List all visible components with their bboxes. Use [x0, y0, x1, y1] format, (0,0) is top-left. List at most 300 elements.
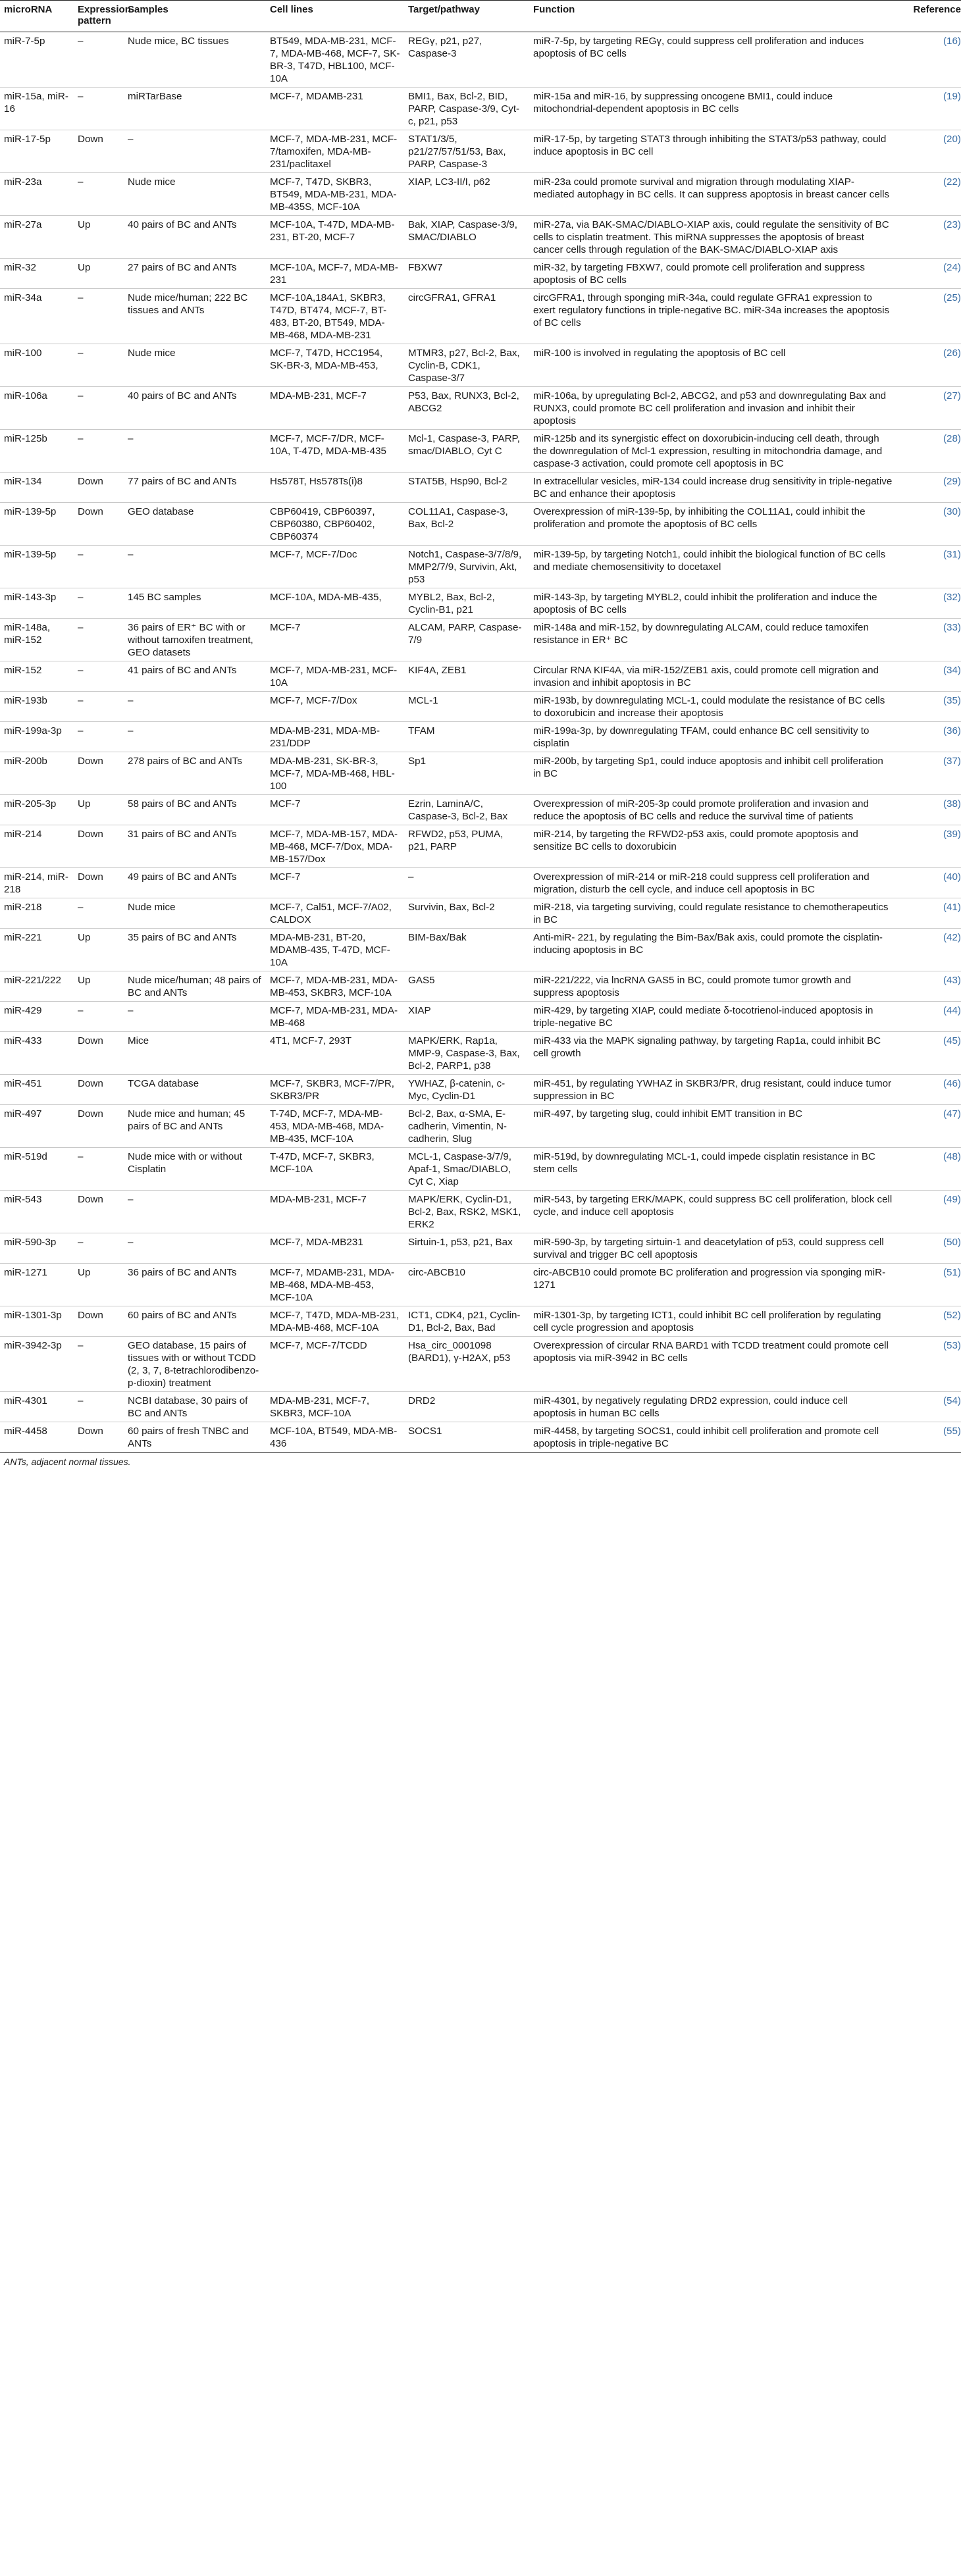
cell-samples: 31 pairs of BC and ANTs	[124, 825, 266, 868]
cell-samples: Nude mice	[124, 898, 266, 929]
cell-expression: –	[74, 588, 124, 619]
cell-samples: 77 pairs of BC and ANTs	[124, 473, 266, 503]
cell-expression: –	[74, 619, 124, 661]
cell-mirna: miR-519d	[0, 1148, 74, 1191]
cell-samples: 40 pairs of BC and ANTs	[124, 216, 266, 259]
cell-reference[interactable]: (53)	[896, 1337, 961, 1392]
cell-reference[interactable]: (51)	[896, 1264, 961, 1306]
header-function: Function	[529, 1, 896, 32]
cell-mirna: miR-139-5p	[0, 546, 74, 588]
cell-target: ICT1, CDK4, p21, Cyclin-D1, Bcl-2, Bax, Bad	[404, 1306, 529, 1337]
cell-target: YWHAZ, β-catenin, c-Myc, Cyclin-D1	[404, 1075, 529, 1105]
cell-expression: Up	[74, 259, 124, 289]
cell-reference[interactable]: (37)	[896, 752, 961, 795]
cell-reference[interactable]: (20)	[896, 130, 961, 173]
cell-target: FBXW7	[404, 259, 529, 289]
cell-cell-lines: CBP60419, CBP60397, CBP60380, CBP60402, CBP60374	[266, 503, 404, 546]
cell-expression: Up	[74, 971, 124, 1002]
cell-reference[interactable]: (46)	[896, 1075, 961, 1105]
cell-target: KIF4A, ZEB1	[404, 661, 529, 692]
table-row	[0, 971, 961, 1002]
cell-cell-lines: MCF-7, T47D, SKBR3, BT549, MDA-MB-231, MDA-MB-435S, MCF-10A	[266, 173, 404, 216]
cell-expression: –	[74, 344, 124, 387]
cell-reference[interactable]: (45)	[896, 1032, 961, 1075]
cell-mirna: miR-23a	[0, 173, 74, 216]
cell-target: STAT1/3/5, p21/27/57/51/53, Bax, PARP, Caspase-3	[404, 130, 529, 173]
cell-reference[interactable]: (48)	[896, 1148, 961, 1191]
cell-mirna: miR-139-5p	[0, 503, 74, 546]
cell-expression: –	[74, 430, 124, 473]
cell-expression: –	[74, 88, 124, 130]
cell-cell-lines: MCF-7, MDA-MB-157, MDA-MB-468, MCF-7/Dox, MDA-MB-157/Dox	[266, 825, 404, 868]
cell-mirna: miR-4301	[0, 1392, 74, 1422]
cell-samples: 36 pairs of ER⁺ BC with or without tamoxifen treatment, GEO datasets	[124, 619, 266, 661]
cell-target: Sp1	[404, 752, 529, 795]
table-row	[0, 546, 961, 588]
cell-samples: 35 pairs of BC and ANTs	[124, 929, 266, 971]
cell-mirna: miR-125b	[0, 430, 74, 473]
cell-reference[interactable]: (33)	[896, 619, 961, 661]
cell-reference[interactable]: (22)	[896, 173, 961, 216]
cell-mirna: miR-1301-3p	[0, 1306, 74, 1337]
table-row	[0, 1191, 961, 1233]
table-row	[0, 32, 961, 88]
cell-cell-lines: MCF-7, T47D, HCC1954, SK-BR-3, MDA-MB-453,	[266, 344, 404, 387]
header-mirna: microRNA	[0, 1, 74, 32]
cell-expression: Down	[74, 130, 124, 173]
cell-target: MYBL2, Bax, Bcl-2, Cyclin-B1, p21	[404, 588, 529, 619]
cell-function: miR-139-5p, by targeting Notch1, could inhibit the biological function of BC cells and mediate chemosensitivity to docetaxel	[529, 546, 896, 588]
cell-function: circ-ABCB10 could promote BC proliferation and progression via sponging miR-1271	[529, 1264, 896, 1306]
cell-function: miR-143-3p, by targeting MYBL2, could inhibit the proliferation and induce the apoptosis of BC cells	[529, 588, 896, 619]
cell-expression: –	[74, 1337, 124, 1392]
cell-expression: Down	[74, 825, 124, 868]
cell-samples: Nude mice/human; 48 pairs of BC and ANTs	[124, 971, 266, 1002]
cell-function: miR-218, via targeting surviving, could regulate resistance to chemotherapeutics in BC	[529, 898, 896, 929]
table-header	[0, 1, 961, 32]
cell-cell-lines: MCF-7, MDA-MB-231, MDA-MB-453, SKBR3, MCF-10A	[266, 971, 404, 1002]
cell-samples: NCBI database, 30 pairs of BC and ANTs	[124, 1392, 266, 1422]
cell-cell-lines: Hs578T, Hs578Ts(i)8	[266, 473, 404, 503]
table-row	[0, 619, 961, 661]
cell-samples: –	[124, 1233, 266, 1264]
cell-samples: –	[124, 430, 266, 473]
table-row	[0, 898, 961, 929]
cell-target: GAS5	[404, 971, 529, 1002]
cell-cell-lines: MDA-MB-231, SK-BR-3, MCF-7, MDA-MB-468, HBL-100	[266, 752, 404, 795]
table-row	[0, 88, 961, 130]
cell-function: miR-590-3p, by targeting sirtuin-1 and deacetylation of p53, could suppress cell survival and trigger BC cell apoptosis	[529, 1233, 896, 1264]
cell-mirna: miR-193b	[0, 692, 74, 722]
cell-expression: –	[74, 173, 124, 216]
cell-mirna: miR-134	[0, 473, 74, 503]
header-expression: Expression pattern	[74, 1, 124, 32]
cell-expression: –	[74, 1233, 124, 1264]
cell-cell-lines: MCF-7	[266, 795, 404, 825]
cell-samples: 60 pairs of BC and ANTs	[124, 1306, 266, 1337]
cell-samples: Nude mice/human; 222 BC tissues and ANTs	[124, 289, 266, 344]
cell-cell-lines: MCF-7, MDA-MB-231, MDA-MB-468	[266, 1002, 404, 1032]
cell-reference[interactable]: (23)	[896, 216, 961, 259]
cell-function: miR-100 is involved in regulating the apoptosis of BC cell	[529, 344, 896, 387]
table-row	[0, 387, 961, 430]
cell-function: miR-433 via the MAPK signaling pathway, by targeting Rap1a, could inhibit BC cell growth	[529, 1032, 896, 1075]
cell-reference[interactable]: (26)	[896, 344, 961, 387]
cell-samples: 41 pairs of BC and ANTs	[124, 661, 266, 692]
cell-function: miR-4301, by negatively regulating DRD2 expression, could induce cell apoptosis in human BC cells	[529, 1392, 896, 1422]
cell-cell-lines: MDA-MB-231, MCF-7	[266, 1191, 404, 1233]
table-row	[0, 430, 961, 473]
cell-mirna: miR-214	[0, 825, 74, 868]
cell-cell-lines: MDA-MB-231, MDA-MB-231/DDP	[266, 722, 404, 752]
table-row	[0, 344, 961, 387]
cell-mirna: miR-1271	[0, 1264, 74, 1306]
cell-mirna: miR-497	[0, 1105, 74, 1148]
cell-function: miR-148a and miR-152, by downregulating ALCAM, could reduce tamoxifen resistance in ER⁺ BC	[529, 619, 896, 661]
cell-function: miR-32, by targeting FBXW7, could promote cell proliferation and suppress apoptosis of BC cells	[529, 259, 896, 289]
cell-cell-lines: MCF-10A, MCF-7, MDA-MB-231	[266, 259, 404, 289]
cell-function: miR-214, by targeting the RFWD2-p53 axis, could promote apoptosis and sensitize BC cells to doxorubicin	[529, 825, 896, 868]
cell-function: miR-17-5p, by targeting STAT3 through inhibiting the STAT3/p53 pathway, could induce apoptosis in BC cell	[529, 130, 896, 173]
table-row	[0, 1264, 961, 1306]
cell-expression: Up	[74, 216, 124, 259]
cell-function: miR-519d, by downregulating MCL-1, could impede cisplatin resistance in BC stem cells	[529, 1148, 896, 1191]
cell-samples: Nude mice and human; 45 pairs of BC and ANTs	[124, 1105, 266, 1148]
cell-target: DRD2	[404, 1392, 529, 1422]
cell-mirna: miR-106a	[0, 387, 74, 430]
cell-function: miR-125b and its synergistic effect on doxorubicin-inducing cell death, through the downregulation of Mcl-1 expression, resulting in mitochondria damage, and caspase-3 activation, could promote cell apoptosis in BC	[529, 430, 896, 473]
cell-mirna: miR-214, miR-218	[0, 868, 74, 898]
cell-expression: –	[74, 722, 124, 752]
cell-target: Hsa_circ_0001098 (BARD1), γ-H2AX, p53	[404, 1337, 529, 1392]
cell-mirna: miR-34a	[0, 289, 74, 344]
cell-reference[interactable]: (31)	[896, 546, 961, 588]
table-body	[0, 32, 961, 1453]
cell-expression: Down	[74, 503, 124, 546]
cell-function: miR-497, by targeting slug, could inhibit EMT transition in BC	[529, 1105, 896, 1148]
cell-cell-lines: MCF-7, MCF-7/TCDD	[266, 1337, 404, 1392]
cell-expression: Down	[74, 1032, 124, 1075]
cell-function: miR-23a could promote survival and migration through modulating XIAP-mediated autophagy in BC cells. It can suppress apoptosis in breast cancer cells	[529, 173, 896, 216]
cell-reference[interactable]: (35)	[896, 692, 961, 722]
table-row	[0, 1392, 961, 1422]
cell-reference[interactable]: (49)	[896, 1191, 961, 1233]
cell-function: miR-451, by regulating YWHAZ in SKBR3/PR, drug resistant, could induce tumor suppression in BC	[529, 1075, 896, 1105]
cell-mirna: miR-152	[0, 661, 74, 692]
cell-expression: –	[74, 1392, 124, 1422]
cell-target: SOCS1	[404, 1422, 529, 1453]
cell-samples: 145 BC samples	[124, 588, 266, 619]
table-row	[0, 259, 961, 289]
table-row	[0, 1306, 961, 1337]
cell-reference[interactable]: (47)	[896, 1105, 961, 1148]
cell-mirna: miR-27a	[0, 216, 74, 259]
cell-function: Overexpression of miR-139-5p, by inhibiting the COL11A1, could inhibit the proliferation and promote the apoptosis of BC cells	[529, 503, 896, 546]
cell-samples: 40 pairs of BC and ANTs	[124, 387, 266, 430]
cell-target: COL11A1, Caspase-3, Bax, Bcl-2	[404, 503, 529, 546]
cell-expression: Down	[74, 1422, 124, 1453]
cell-cell-lines: MCF-7	[266, 619, 404, 661]
cell-cell-lines: T-47D, MCF-7, SKBR3, MCF-10A	[266, 1148, 404, 1191]
cell-expression: –	[74, 289, 124, 344]
cell-target: Ezrin, LaminA/C, Caspase-3, Bcl-2, Bax	[404, 795, 529, 825]
cell-mirna: miR-32	[0, 259, 74, 289]
cell-mirna: miR-200b	[0, 752, 74, 795]
cell-function: miR-106a, by upregulating Bcl-2, ABCG2, and p53 and downregulating Bax and RUNX3, could promote BC cell proliferation and invasion and inhibit their apoptosis	[529, 387, 896, 430]
cell-cell-lines: MCF-7, T47D, MDA-MB-231, MDA-MB-468, MCF-10A	[266, 1306, 404, 1337]
cell-cell-lines: MCF-10A, MDA-MB-435,	[266, 588, 404, 619]
cell-expression: –	[74, 387, 124, 430]
cell-reference[interactable]: (34)	[896, 661, 961, 692]
cell-function: Circular RNA KIF4A, via miR-152/ZEB1 axis, could promote cell migration and invasion and inhibit apoptosis in BC	[529, 661, 896, 692]
table-row	[0, 795, 961, 825]
cell-cell-lines: MCF-7	[266, 868, 404, 898]
cell-reference[interactable]: (39)	[896, 825, 961, 868]
cell-target: Sirtuin-1, p53, p21, Bax	[404, 1233, 529, 1264]
cell-target: ALCAM, PARP, Caspase-7/9	[404, 619, 529, 661]
cell-target: MAPK/ERK, Rap1a, MMP-9, Caspase-3, Bax, Bcl-2, PARP1, p38	[404, 1032, 529, 1075]
cell-function: miR-15a and miR-16, by suppressing oncogene BMI1, could induce mitochondrial-dependent apoptosis in BC cells	[529, 88, 896, 130]
cell-samples: Nude mice	[124, 173, 266, 216]
table-row	[0, 661, 961, 692]
cell-reference[interactable]: (44)	[896, 1002, 961, 1032]
table-row	[0, 722, 961, 752]
header-target: Target/pathway	[404, 1, 529, 32]
cell-samples: GEO database, 15 pairs of tissues with or without TCDD (2, 3, 7, 8-tetrachlorodibenzo-p-dioxin) treatment	[124, 1337, 266, 1392]
header-cell-lines: Cell lines	[266, 1, 404, 32]
cell-mirna: miR-221/222	[0, 971, 74, 1002]
cell-target: circ-ABCB10	[404, 1264, 529, 1306]
cell-target: RFWD2, p53, PUMA, p21, PARP	[404, 825, 529, 868]
cell-reference[interactable]: (36)	[896, 722, 961, 752]
cell-mirna: miR-15a, miR-16	[0, 88, 74, 130]
cell-reference[interactable]: (41)	[896, 898, 961, 929]
cell-mirna: miR-100	[0, 344, 74, 387]
table-row	[0, 868, 961, 898]
cell-mirna: miR-205-3p	[0, 795, 74, 825]
cell-samples: –	[124, 722, 266, 752]
cell-samples: Nude mice, BC tissues	[124, 32, 266, 88]
cell-function: miR-193b, by downregulating MCL-1, could modulate the resistance of BC cells to doxorubicin and increase their apoptosis	[529, 692, 896, 722]
cell-expression: Up	[74, 795, 124, 825]
cell-target: Bak, XIAP, Caspase-3/9, SMAC/DIABLO	[404, 216, 529, 259]
table-footnote: ANTs, adjacent normal tissues.	[4, 1456, 131, 1467]
table-row	[0, 289, 961, 344]
cell-cell-lines: MCF-7, MDAMB-231	[266, 88, 404, 130]
cell-samples: GEO database	[124, 503, 266, 546]
cell-reference[interactable]: (52)	[896, 1306, 961, 1337]
cell-samples: –	[124, 130, 266, 173]
cell-expression: –	[74, 1002, 124, 1032]
cell-reference[interactable]: (32)	[896, 588, 961, 619]
table-row	[0, 825, 961, 868]
cell-function: circGFRA1, through sponging miR-34a, could regulate GFRA1 expression to exert regulatory functions in triple-negative BC. miR-34a increases the apoptosis of BC cells	[529, 289, 896, 344]
cell-expression: Down	[74, 1105, 124, 1148]
cell-function: miR-4458, by targeting SOCS1, could inhibit cell proliferation and promote cell apoptosis in triple-negative BC	[529, 1422, 896, 1453]
cell-mirna: miR-3942-3p	[0, 1337, 74, 1392]
cell-cell-lines: MCF-7, MCF-7/Doc	[266, 546, 404, 588]
cell-target: MAPK/ERK, Cyclin-D1, Bcl-2, Bax, RSK2, MSK1, ERK2	[404, 1191, 529, 1233]
table-row	[0, 473, 961, 503]
cell-target: XIAP	[404, 1002, 529, 1032]
cell-function: miR-1301-3p, by targeting ICT1, could inhibit BC cell proliferation by regulating cell cycle progression and apoptosis	[529, 1306, 896, 1337]
cell-expression: –	[74, 898, 124, 929]
cell-target: XIAP, LC3-II/I, p62	[404, 173, 529, 216]
table-row	[0, 216, 961, 259]
cell-mirna: miR-218	[0, 898, 74, 929]
cell-expression: –	[74, 1148, 124, 1191]
cell-target: REGγ, p21, p27, Caspase-3	[404, 32, 529, 88]
cell-samples: –	[124, 1002, 266, 1032]
cell-function: miR-221/222, via lncRNA GAS5 in BC, could promote tumor growth and suppress apoptosis	[529, 971, 896, 1002]
cell-reference[interactable]: (40)	[896, 868, 961, 898]
cell-cell-lines: MCF-10A, BT549, MDA-MB-436	[266, 1422, 404, 1453]
cell-function: miR-543, by targeting ERK/MAPK, could suppress BC cell proliferation, block cell cycle, and induce cell apoptosis	[529, 1191, 896, 1233]
table-row	[0, 130, 961, 173]
cell-target: P53, Bax, RUNX3, Bcl-2, ABCG2	[404, 387, 529, 430]
cell-mirna: miR-451	[0, 1075, 74, 1105]
cell-cell-lines: MCF-7, MDA-MB-231, MCF-7/tamoxifen, MDA-MB-231/paclitaxel	[266, 130, 404, 173]
cell-mirna: miR-4458	[0, 1422, 74, 1453]
cell-mirna: miR-17-5p	[0, 130, 74, 173]
cell-samples: TCGA database	[124, 1075, 266, 1105]
cell-reference[interactable]: (25)	[896, 289, 961, 344]
cell-function: Overexpression of miR-214 or miR-218 could suppress cell proliferation and migration, disturb the cell cycle, and induce cell apoptosis in BC	[529, 868, 896, 898]
header-reference: Reference	[896, 1, 961, 32]
cell-mirna: miR-543	[0, 1191, 74, 1233]
table-row	[0, 752, 961, 795]
cell-cell-lines: MCF-7, MDA-MB-231, MCF-10A	[266, 661, 404, 692]
cell-cell-lines: 4T1, MCF-7, 293T	[266, 1032, 404, 1075]
cell-reference[interactable]: (38)	[896, 795, 961, 825]
cell-target: MCL-1, Caspase-3/7/9, Apaf-1, Smac/DIABLO, Cyt C, Xiap	[404, 1148, 529, 1191]
cell-samples: 60 pairs of fresh TNBC and ANTs	[124, 1422, 266, 1453]
cell-expression: –	[74, 32, 124, 88]
table-row	[0, 1032, 961, 1075]
cell-cell-lines: MCF-10A,184A1, SKBR3, T47D, BT474, MCF-7, BT-483, BT-20, BT549, MDA-MB-468, MDA-MB-231	[266, 289, 404, 344]
cell-cell-lines: MDA-MB-231, MCF-7	[266, 387, 404, 430]
cell-function: Overexpression of circular RNA BARD1 with TCDD treatment could promote cell apoptosis via miR-3942 in BC cells	[529, 1337, 896, 1392]
cell-cell-lines: MCF-7, MCF-7/Dox	[266, 692, 404, 722]
table-row	[0, 1105, 961, 1148]
table-row	[0, 1148, 961, 1191]
cell-mirna: miR-199a-3p	[0, 722, 74, 752]
cell-target: –	[404, 868, 529, 898]
cell-samples: Nude mice	[124, 344, 266, 387]
cell-target: MTMR3, p27, Bcl-2, Bax, Cyclin-B, CDK1, Caspase-3/7	[404, 344, 529, 387]
cell-cell-lines: MCF-7, MDA-MB231	[266, 1233, 404, 1264]
cell-cell-lines: MDA-MB-231, MCF-7, SKBR3, MCF-10A	[266, 1392, 404, 1422]
cell-samples: 49 pairs of BC and ANTs	[124, 868, 266, 898]
cell-expression: –	[74, 661, 124, 692]
cell-target: STAT5B, Hsp90, Bcl-2	[404, 473, 529, 503]
cell-reference[interactable]: (24)	[896, 259, 961, 289]
cell-reference[interactable]: (55)	[896, 1422, 961, 1453]
cell-target: Survivin, Bax, Bcl-2	[404, 898, 529, 929]
cell-function: miR-7-5p, by targeting REGγ, could suppress cell proliferation and induces apoptosis of BC cells	[529, 32, 896, 88]
cell-reference[interactable]: (27)	[896, 387, 961, 430]
cell-mirna: miR-429	[0, 1002, 74, 1032]
cell-function: miR-199a-3p, by downregulating TFAM, could enhance BC cell sensitivity to cisplatin	[529, 722, 896, 752]
cell-reference[interactable]: (30)	[896, 503, 961, 546]
cell-reference[interactable]: (54)	[896, 1392, 961, 1422]
cell-samples: –	[124, 1191, 266, 1233]
cell-target: MCL-1	[404, 692, 529, 722]
cell-mirna: miR-148a, miR-152	[0, 619, 74, 661]
cell-samples: 27 pairs of BC and ANTs	[124, 259, 266, 289]
cell-expression: Down	[74, 1075, 124, 1105]
cell-reference[interactable]: (50)	[896, 1233, 961, 1264]
cell-samples: Mice	[124, 1032, 266, 1075]
cell-samples: miRTarBase	[124, 88, 266, 130]
table-row	[0, 1002, 961, 1032]
cell-samples: 278 pairs of BC and ANTs	[124, 752, 266, 795]
cell-expression: –	[74, 692, 124, 722]
table-row	[0, 1075, 961, 1105]
cell-function: Anti-miR- 221, by regulating the Bim-Bax/Bak axis, could promote the cisplatin-inducing apoptosis in BC	[529, 929, 896, 971]
cell-expression: Down	[74, 1306, 124, 1337]
cell-samples: 36 pairs of BC and ANTs	[124, 1264, 266, 1306]
cell-cell-lines: MDA-MB-231, BT-20, MDAMB-435, T-47D, MCF-10A	[266, 929, 404, 971]
cell-expression: –	[74, 546, 124, 588]
table-row	[0, 929, 961, 971]
cell-function: In extracellular vesicles, miR-134 could increase drug sensitivity in triple-negative BC and enhance their apoptosis	[529, 473, 896, 503]
table-row	[0, 1233, 961, 1264]
cell-mirna: miR-221	[0, 929, 74, 971]
cell-reference[interactable]: (28)	[896, 430, 961, 473]
cell-target: BIM-Bax/Bak	[404, 929, 529, 971]
cell-target: TFAM	[404, 722, 529, 752]
table-row	[0, 1337, 961, 1392]
cell-target: BMI1, Bax, Bcl-2, BID, PARP, Caspase-3/9, Cyt-c, p21, p53	[404, 88, 529, 130]
cell-expression: Up	[74, 929, 124, 971]
cell-cell-lines: MCF-7, Cal51, MCF-7/A02, CALDOX	[266, 898, 404, 929]
table-row	[0, 692, 961, 722]
table-row	[0, 1422, 961, 1453]
table-row	[0, 588, 961, 619]
cell-function: miR-27a, via BAK-SMAC/DIABLO-XIAP axis, could regulate the sensitivity of BC cells to cisplatin treatment. This miRNA suppresses the apoptosis of breast cancer cells through regulation of the BAK-SMAC/DIABLO-XIAP axis	[529, 216, 896, 259]
cell-target: Mcl-1, Caspase-3, PARP, smac/DIABLO, Cyt C	[404, 430, 529, 473]
cell-reference[interactable]: (29)	[896, 473, 961, 503]
cell-expression: Down	[74, 868, 124, 898]
cell-target: Notch1, Caspase-3/7/8/9, MMP2/7/9, Survivin, Akt, p53	[404, 546, 529, 588]
cell-reference[interactable]: (43)	[896, 971, 961, 1002]
cell-expression: Down	[74, 752, 124, 795]
cell-cell-lines: MCF-10A, T-47D, MDA-MB-231, BT-20, MCF-7	[266, 216, 404, 259]
cell-reference[interactable]: (19)	[896, 88, 961, 130]
cell-cell-lines: T-74D, MCF-7, MDA-MB-453, MDA-MB-468, MDA-MB-435, MCF-10A	[266, 1105, 404, 1148]
cell-cell-lines: MCF-7, MCF-7/DR, MCF-10A, T-47D, MDA-MB-435	[266, 430, 404, 473]
cell-reference[interactable]: (16)	[896, 32, 961, 88]
cell-target: circGFRA1, GFRA1	[404, 289, 529, 344]
cell-mirna: miR-433	[0, 1032, 74, 1075]
cell-function: miR-429, by targeting XIAP, could mediate δ-tocotrienol-induced apoptosis in triple-negative BC	[529, 1002, 896, 1032]
cell-mirna: miR-143-3p	[0, 588, 74, 619]
cell-mirna: miR-590-3p	[0, 1233, 74, 1264]
cell-expression: Up	[74, 1264, 124, 1306]
cell-expression: Down	[74, 473, 124, 503]
cell-function: miR-200b, by targeting Sp1, could induce apoptosis and inhibit cell proliferation in BC	[529, 752, 896, 795]
cell-cell-lines: MCF-7, SKBR3, MCF-7/PR, SKBR3/PR	[266, 1075, 404, 1105]
cell-samples: 58 pairs of BC and ANTs	[124, 795, 266, 825]
cell-function: Overexpression of miR-205-3p could promote proliferation and invasion and reduce the apoptosis of BC cells and reduce the survival time of patients	[529, 795, 896, 825]
cell-reference[interactable]: (42)	[896, 929, 961, 971]
cell-mirna: miR-7-5p	[0, 32, 74, 88]
table-row	[0, 503, 961, 546]
cell-samples: –	[124, 692, 266, 722]
header-samples: Samples	[124, 1, 266, 32]
table-row	[0, 173, 961, 216]
